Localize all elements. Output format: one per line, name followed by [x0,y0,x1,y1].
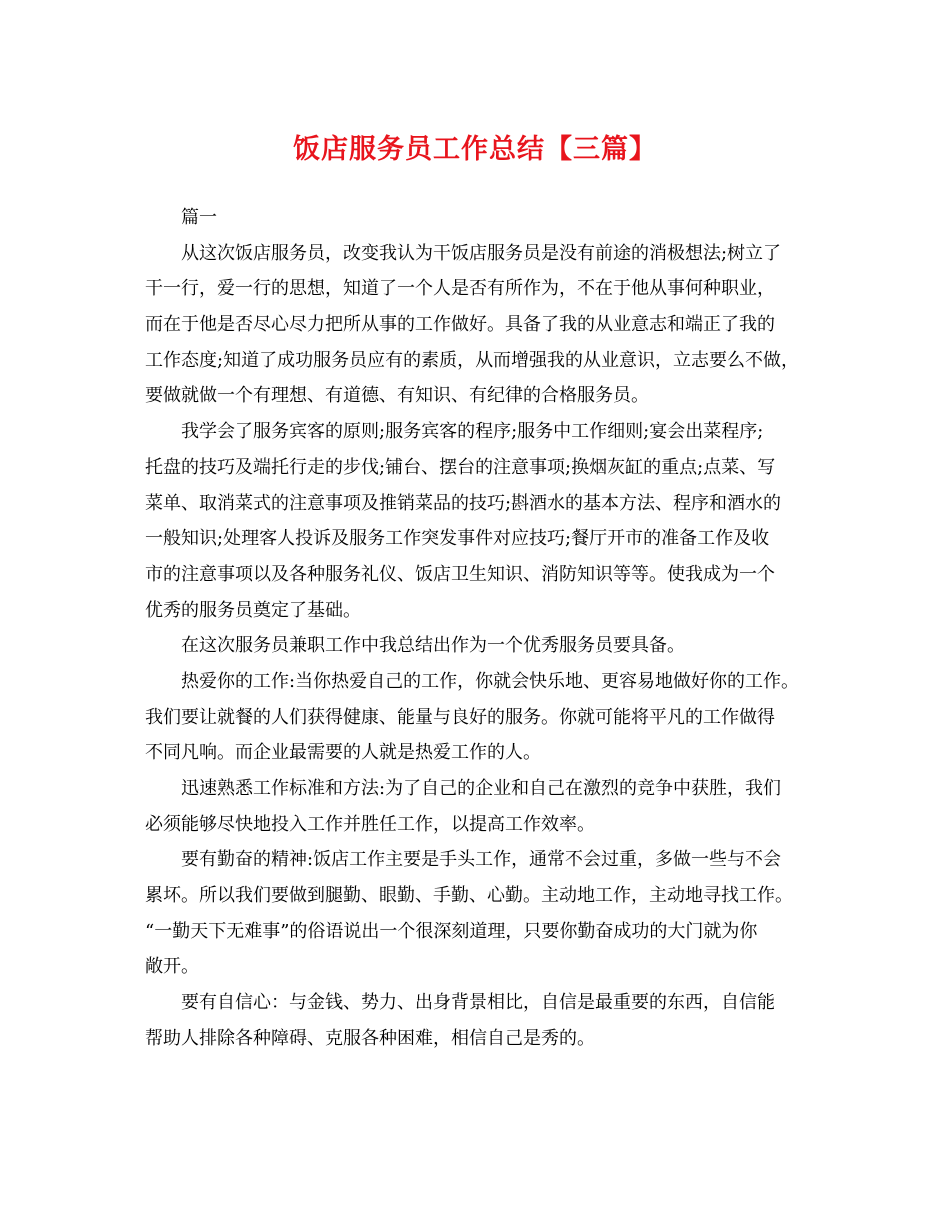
text-line: 篇一 [181,207,217,228]
text-line: 不同凡响。而企业最需要的人就是热爱工作的人。 [145,742,541,764]
text-line: 要有勤奋的精神:饭店工作主要是手头工作，通常不会过重，多做一些与不会 [181,849,782,871]
text-line: 我们要让就餐的人们获得健康、能量与良好的服务。你就可能将平凡的工作做得 [145,706,775,728]
text-line: “一勤天下无难事”的俗语说出一个很深刻道理，只要你勤奋成功的大门就为你 [145,920,758,942]
text-line: 热爱你的工作:当你热爱自己的工作，你就会快乐地、更容易地做好你的工作。 [181,670,800,692]
text-line: 要有自信心：与金钱、势力、出身背景相比，自信是最重要的东西，自信能 [181,992,775,1014]
text-line: 迅速熟悉工作标准和方法:为了自己的企业和自己在激烈的竞争中获胜，我们 [181,778,782,799]
text-line: 工作态度;知道了成功服务员应有的素质，从而增强我的从业意识，立志要么不做， [145,349,800,371]
document-body [145,200,825,1057]
text-line: 帮助人排除各种障碍、克服各种困难，相信自己是秀的。 [145,1027,595,1049]
text-line: 从这次饭店服务员，改变我认为干饭店服务员是没有前途的消极想法;树立了 [181,242,782,264]
text-line: 优秀的服务员奠定了基础。 [145,599,361,621]
text-line: 而在于他是否尽心尽力把所从事的工作做好。具备了我的从业意志和端正了我的 [145,314,775,336]
text-line: 必须能够尽快地投入工作并胜任工作，以提高工作效率。 [145,813,595,835]
text-line: 我学会了服务宾客的原则;服务宾客的程序;服务中工作细则;宴会出菜程序; [181,421,764,443]
text-line: 托盘的技巧及端托行走的步伐;铺台、摆台的注意事项;换烟灰缸的重点;点菜、写 [145,456,776,478]
text-line: 敞开。 [145,956,199,978]
text-line: 一般知识;处理客人投诉及服务工作突发事件对应技巧;餐厅开市的准备工作及收 [145,528,770,550]
text-line: 菜单、取消菜式的注意事项及推销菜品的技巧;斟酒水的基本方法、程序和酒水的 [145,492,782,514]
text-line: 累坏。所以我们要做到腿勤、眼勤、手勤、心勤。主动地工作，主动地寻找工作。 [145,885,793,907]
text-line: 市的注意事项以及各种服务礼仪、饭店卫生知识、消防知识等等。使我成为一个 [145,563,775,585]
text-line: 要做就做一个有理想、有道德、有知识、有纪律的合格服务员。 [145,385,649,407]
text-line: 在这次服务员兼职工作中我总结出作为一个优秀服务员要具备。 [181,635,685,657]
document-title: 饭店服务员工作总结【三篇】 [293,134,657,165]
text-line: 干一行，爱一行的思想，知道了一个人是否有所作为，不在于他从事何种职业， [145,278,775,300]
